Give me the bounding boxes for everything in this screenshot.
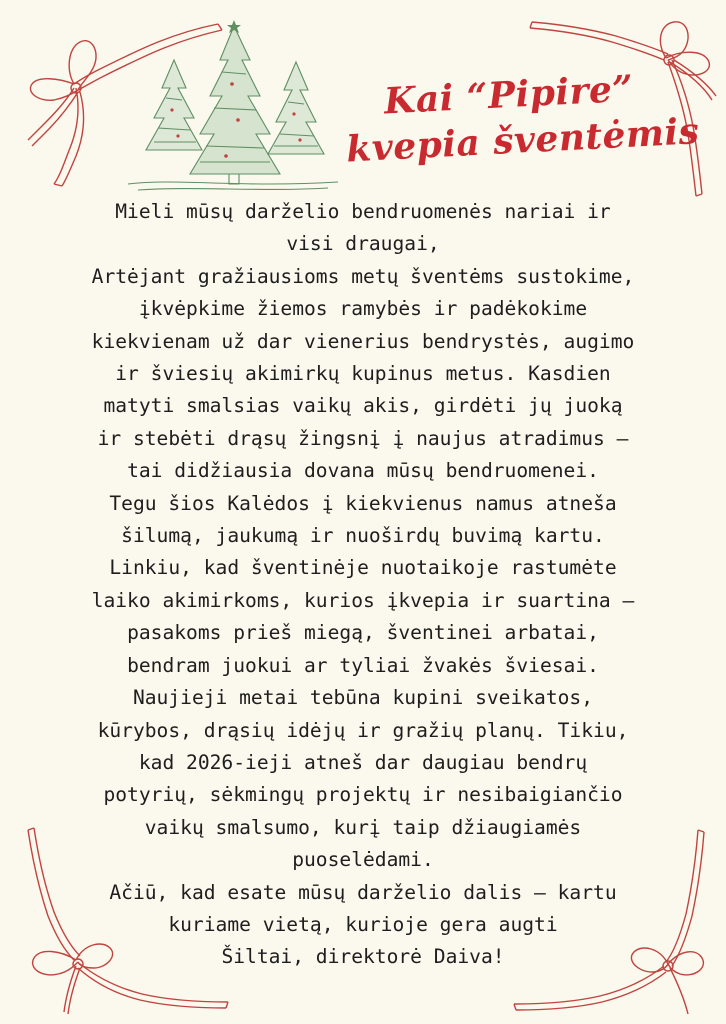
text-line: puoselėdami.: [292, 848, 434, 872]
text-line: kuriame vietą, kurioje gera augti: [168, 912, 558, 936]
text-line: tai didžiausia dovana mūsų bendruomenei.: [127, 459, 599, 483]
text-line: Mieli mūsų darželio bendruomenės nariai ir: [115, 200, 611, 223]
text-line: Tegu šios Kalėdos į kiekvienus namus atneša: [109, 491, 617, 515]
text-line: kūrybos, drąsių idėjų ir gražių planų. Tikiu,: [97, 718, 629, 742]
title-line-2: kvepia šventėmis: [345, 110, 701, 171]
text-line: Ačiū, kad esate mūsų darželio dalis – kartu: [109, 880, 617, 904]
text-line: potyrių, sėkmingų projektų ir nesibaigiančio: [103, 783, 623, 807]
text-line: Šiltai, direktorė Daiva!: [221, 945, 505, 969]
text-line: ir šviesių akimirkų kupinus metus. Kasdien: [115, 362, 611, 386]
text-line: kiekvienam už dar vienerius bendrystės, augimo: [91, 329, 635, 353]
text-line: bendram juokui ar tyliai žvakės šviesai.: [127, 653, 599, 677]
card-title: [343, 63, 701, 172]
text-line: Artėjant gražiausioms metų šventėms sustokime,: [91, 264, 635, 288]
text-line: laiko akimirkoms, kurios įkvepia ir suartina –: [91, 588, 635, 612]
title-line-1: Kai “Pipire”: [383, 67, 635, 123]
text-line: kad 2026-ieji atneš dar daugiau bendrų: [138, 750, 588, 774]
text-line: pasakoms prieš miegą, šventinei arbatai,: [127, 621, 599, 645]
text-line: ir stebėti drąsų žingsnį į naujus atradimus –: [97, 426, 629, 450]
greeting-text: [20, 196, 706, 974]
text-line: Linkiu, kad šventinėje nuotaikoje rastumėte: [109, 556, 617, 580]
christmas-trees-illustration: [118, 18, 348, 196]
text-line: vaikų smalsumo, kurį taip džiaugiamės: [144, 815, 582, 839]
text-line: įkvėpkime žiemos ramybės ir padėkokime: [138, 297, 588, 321]
text-line: visi draugai,: [286, 232, 440, 256]
text-line: šilumą, jaukumą ir nuoširdų buvimą kartu.: [121, 524, 605, 548]
text-line: matyti smalsias vaikų akis, girdėti jų juoką: [103, 394, 623, 418]
text-line: Naujieji metai tebūna kupini sveikatos,: [132, 686, 594, 710]
